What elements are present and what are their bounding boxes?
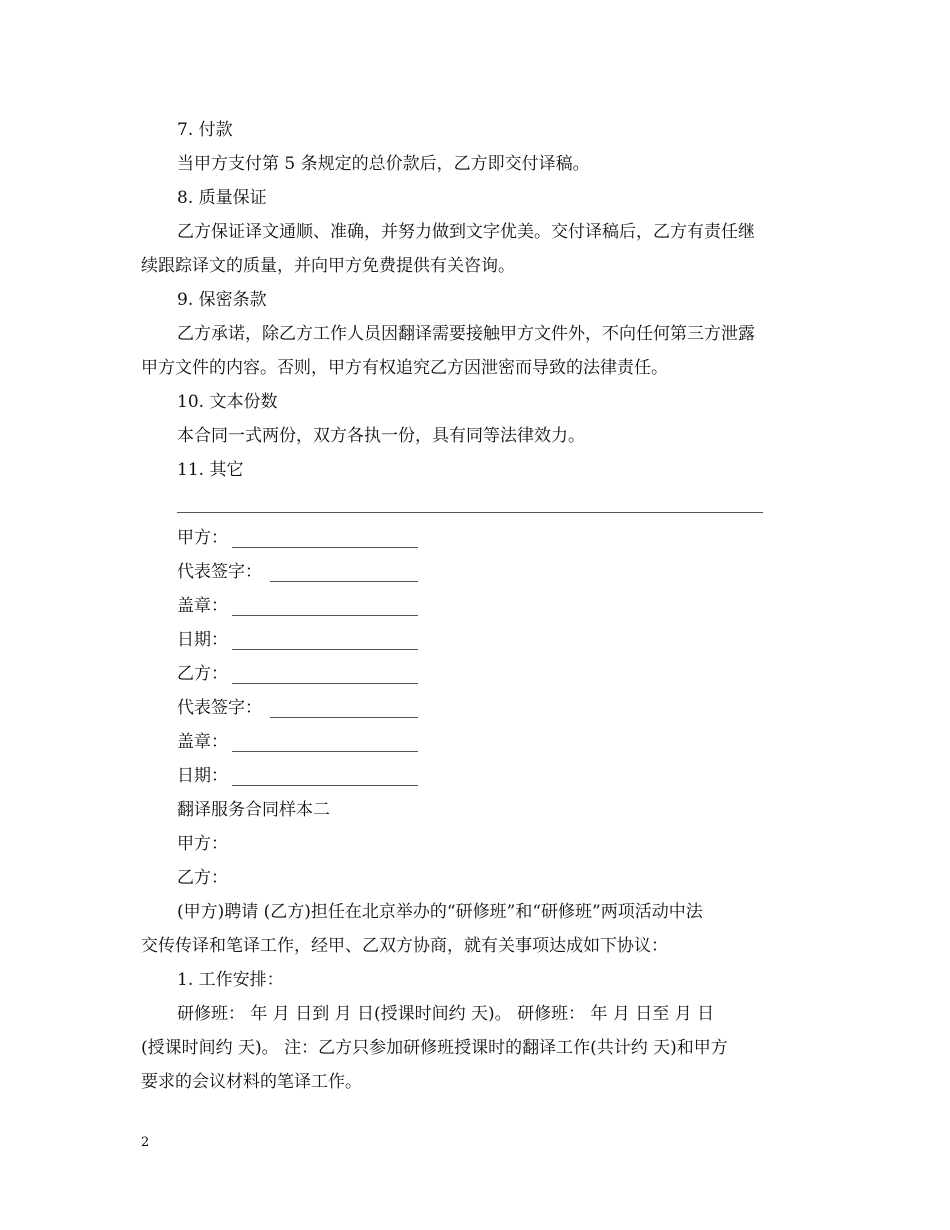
paragraph-copies: 本合同一式两份，双方各执一份，具有同等法律效力。 [177,426,585,446]
paragraph-quality-line2: 续跟踪译文的质量，并向甲方免费提供有关咨询。 [141,256,515,276]
signature-party-b-blank [232,683,418,684]
signature-date-b-blank [232,785,418,786]
signature-party-a-label: 甲方： [177,528,228,548]
signature-seal-a-blank [232,615,418,616]
signature-date-a-blank [232,649,418,650]
signature-rep-a-blank [270,581,418,582]
section-heading-quality: 8. 质量保证 [177,188,267,208]
sample-two-intro-line1: (甲方)聘请 (乙方)担任在北京举办的“研修班”和“研修班”两项活动中法 [177,902,703,922]
sample-two-party-a: 甲方： [177,834,228,854]
paragraph-quality-line1: 乙方保证译文通顺、准确，并努力做到文字优美。交付译稿后，乙方有责任继 [177,222,755,242]
signature-seal-b-label: 盖章： [177,732,228,752]
signature-rep-b-label: 代表签字： [177,698,262,718]
paragraph-confidentiality-line1: 乙方承诺，除乙方工作人员因翻译需要接触甲方文件外，不向任何第三方泄露 [177,324,755,344]
sample-two-arrangement-line1: 研修班： 年 月 日到 月 日(授课时间约 天)。 研修班： 年 月 日至 月 日 [177,1004,715,1024]
paragraph-payment: 当甲方支付第 5 条规定的总价款后，乙方即交付译稿。 [177,154,590,174]
paragraph-confidentiality-line2: 甲方文件的内容。否则，甲方有权追究乙方因泄密而导致的法律责任。 [141,358,668,378]
section-heading-confidentiality: 9. 保密条款 [177,290,267,310]
signature-party-a-blank [232,547,418,548]
sample-two-title: 翻译服务合同样本二 [177,800,330,820]
signature-seal-a-label: 盖章： [177,596,228,616]
sample-two-arrangement-line2: (授课时间约 天)。 注：乙方只参加研修班授课时的翻译工作(共计约 天)和甲方 [141,1038,728,1058]
sample-two-arrangement-line3: 要求的会议材料的笔译工作。 [141,1072,362,1092]
sample-two-heading-arrangement: 1. 工作安排： [177,970,284,990]
section-heading-other: 11. 其它 [177,460,244,480]
section-heading-copies: 10. 文本份数 [177,392,278,412]
page-number: 2 [141,1135,150,1150]
signature-party-b-label: 乙方： [177,664,228,684]
signature-rep-a-label: 代表签字： [177,562,262,582]
section-heading-payment: 7. 付款 [177,120,233,140]
sample-two-party-b: 乙方： [177,868,228,888]
signature-date-b-label: 日期： [177,766,228,786]
signature-rep-b-blank [270,717,418,718]
signature-seal-b-blank [232,751,418,752]
sample-two-intro-line2: 交传传译和笔译工作，经甲、乙双方协商，就有关事项达成如下协议： [141,936,668,956]
blank-line-other [177,512,763,513]
signature-date-a-label: 日期： [177,630,228,650]
